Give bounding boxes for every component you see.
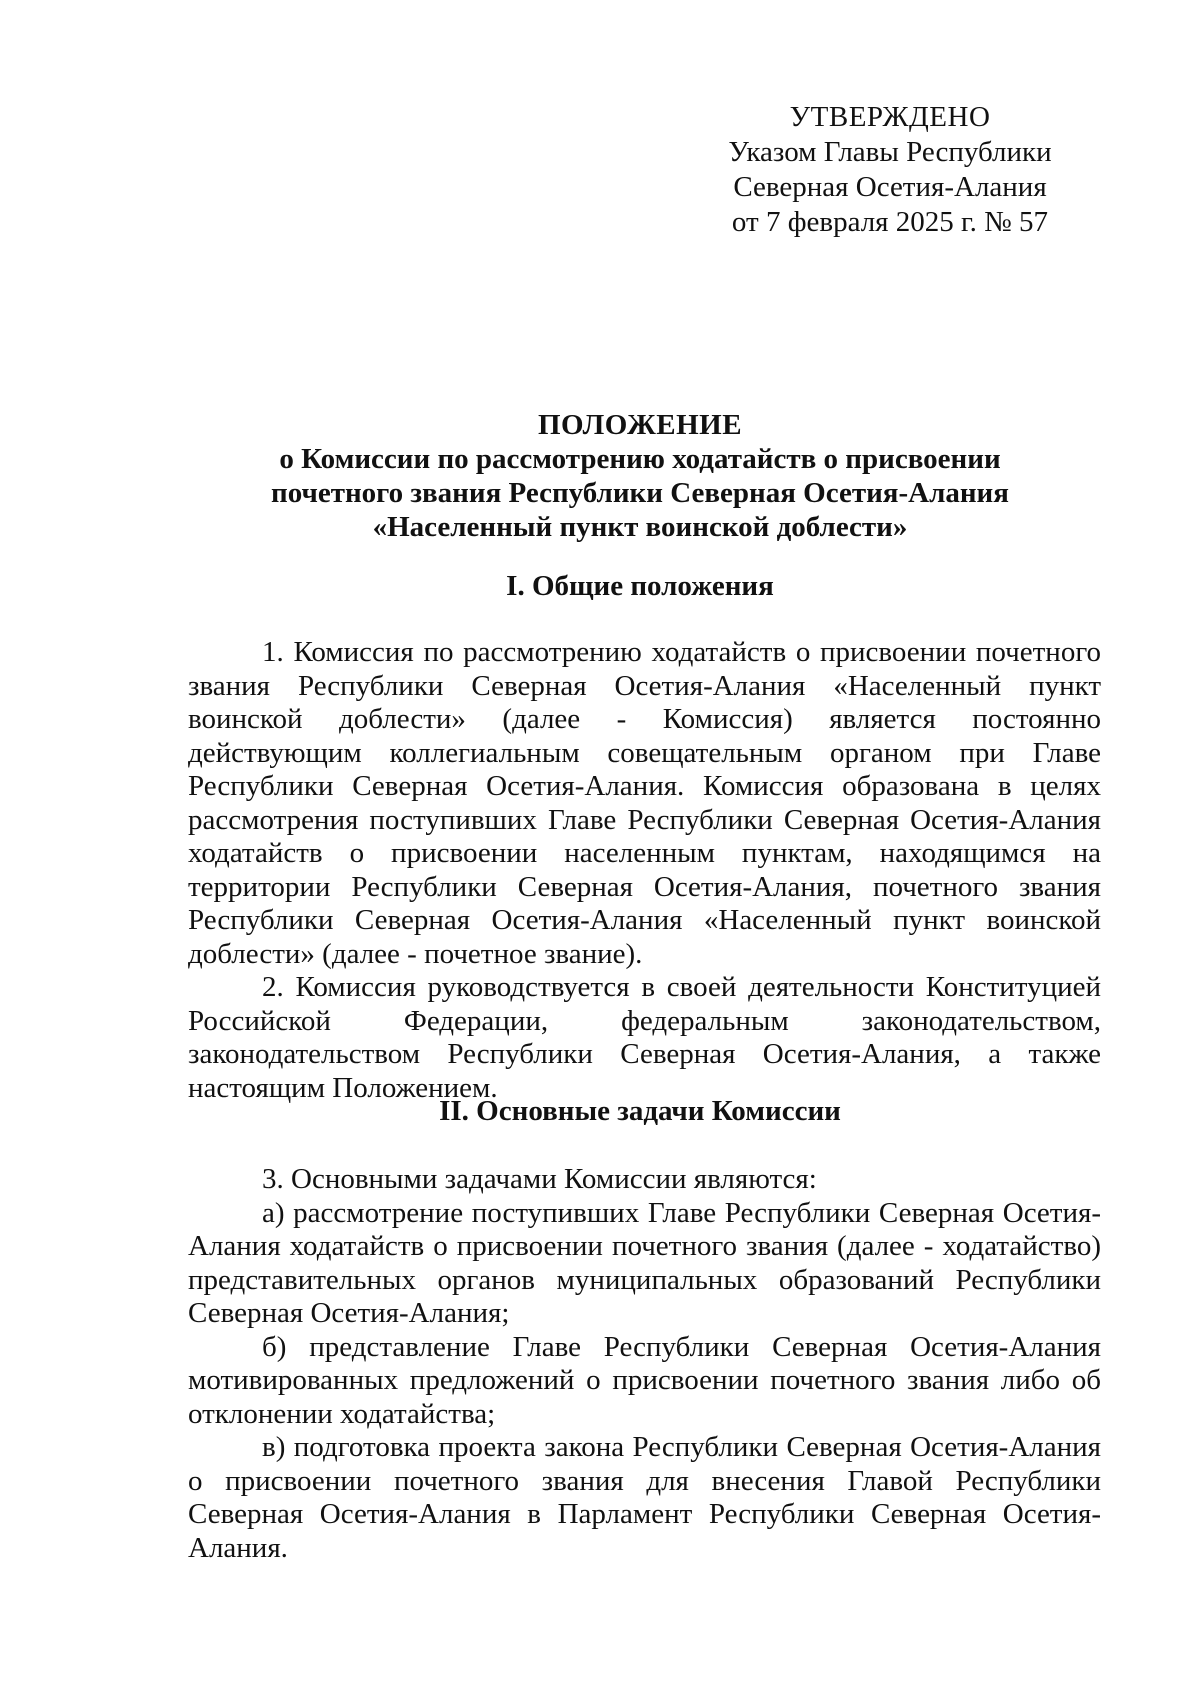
paragraph-3: 3. Основными задачами Комиссии являются:: [262, 1163, 817, 1195]
approval-date: от 7 февраля 2025 г. № 57: [731, 206, 1049, 238]
paragraph-1: 1. Комиссия по рассмотрению ходатайств о присвоении почетного звания Республики Северная Осетия-Алания «Населенный пункт воинской доблести» (далее - Комиссия) является постоянно действующим коллегиальным совещательным органом при Главе Республики Северная Осетия-Алания. Комиссия образована в целях рассмотрения поступивших Главе Республики Северная Осетия-Алания ходатайств о присвоении населенным пунктам, находящимся на территории Республики Северная Осетия-Алания, почетного звания Республики Северная Осетия-Алания «Населенный пункт воинской доблести» (далее - почетное звание).: [188, 636, 1101, 970]
title-line-1: о Комиссии по рассмотрению ходатайств о присвоении: [279, 443, 1001, 475]
section-1-body: [188, 636, 1101, 1105]
paragraph-3c: в) подготовка проекта закона Республики Северная Осетия-Алания о присвоении почетного звания для внесения Главой Республики Северная Осетия-Алания в Парламент Республики Северная Осетия-Алания.: [188, 1431, 1101, 1564]
approval-decree: Указом Главы Республики: [728, 136, 1052, 168]
paragraph-2: 2. Комиссия руководствуется в своей деятельности Конституцией Российской Федерации, федеральным законодательством, законодательством Республики Северная Осетия-Алания, а также настоящим Положением.: [188, 971, 1101, 1104]
approval-region: Северная Осетия-Алания: [733, 171, 1047, 203]
section-2-heading: II. Основные задачи Комиссии: [439, 1095, 841, 1127]
approval-title: УТВЕРЖДЕНО: [789, 101, 991, 133]
paragraph-3a: а) рассмотрение поступивших Главе Республики Северная Осетия-Алания ходатайств о присвоении почетного звания (далее - ходатайство) представительных органов муниципальных образований Республики Северная Осетия-Алания;: [188, 1196, 1101, 1329]
document-title: [180, 408, 1100, 544]
section-2-body: [188, 1163, 1101, 1565]
paragraph-3b: б) представление Главе Республики Северная Осетия-Алания мотивированных предложений о присвоении почетного звания либо об отклонении ходатайства;: [188, 1330, 1101, 1430]
title-main: ПОЛОЖЕНИЕ: [537, 409, 743, 441]
section-1-heading: I. Общие положения: [506, 570, 774, 602]
title-line-2: почетного звания Республики Северная Осетия-Алания: [271, 477, 1009, 509]
approval-stamp: [700, 100, 1080, 240]
title-line-3: «Населенный пункт воинской доблести»: [372, 511, 908, 543]
